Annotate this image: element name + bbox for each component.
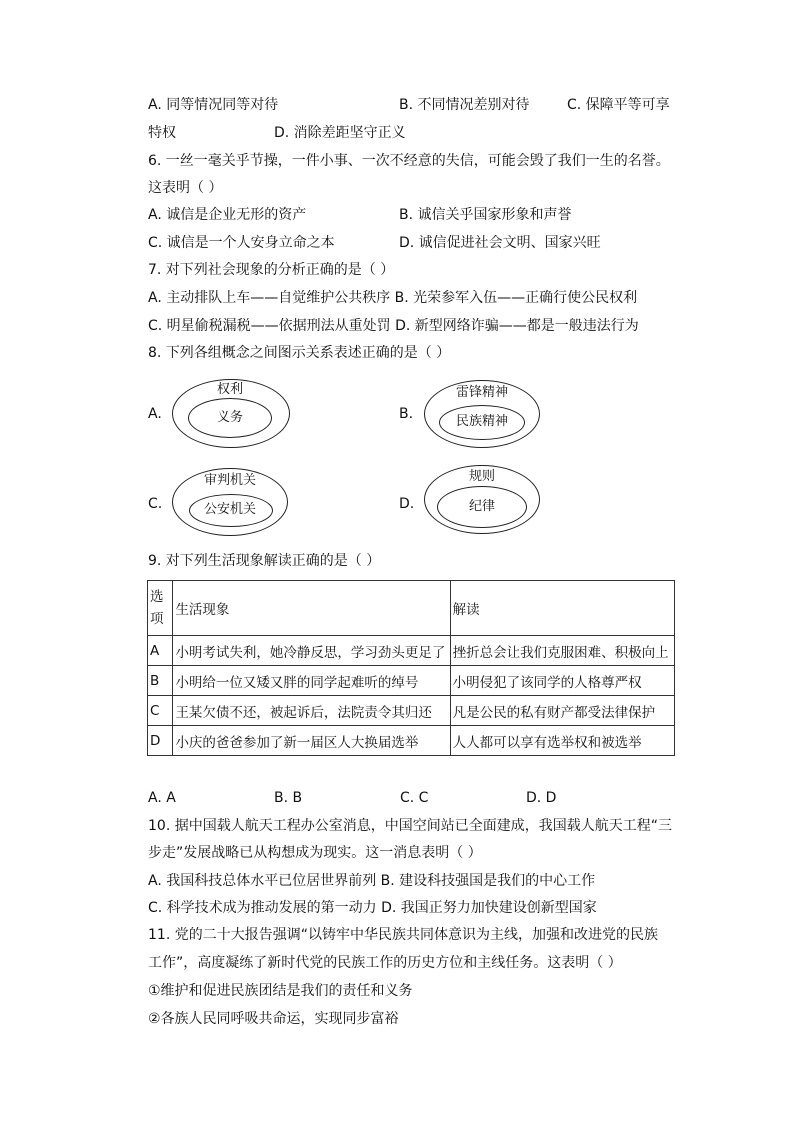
q8-b-inner-label: 民族精神 xyxy=(455,414,509,429)
q8-d-outer-label: 规则 xyxy=(468,469,496,484)
table-cell-option: C xyxy=(148,696,173,726)
q8-a-inner-label: 义务 xyxy=(216,410,244,425)
q5-option-a: A. 同等情况同等对待 xyxy=(148,97,279,113)
q6-stem: 6. 一丝一毫关乎节操，一件小事、一次不经意的失信，可能会毁了我们一生的名誉。 xyxy=(148,153,670,169)
q10-options-ab: A. 我国科技总体水平已位居世界前列 B. 建设科技强国是我们的中心工作 xyxy=(148,873,596,889)
q6-option-c: C. 诚信是一个人安身立命之本 xyxy=(148,235,335,251)
q6-option-a: A. 诚信是企业无形的资产 xyxy=(148,207,307,223)
q9-option-c: C. C xyxy=(400,790,429,806)
q7-options-ab: A. 主动排队上车——自觉维护公共秩序 B. 光荣参军入伍——正确行使公民权利 xyxy=(148,290,638,306)
q10-options-cd: C. 科学技术成为推动发展的第一动力 D. 我国正努力加快建设创新型国家 xyxy=(148,900,597,916)
q6-stem-cont: 这表明（ ） xyxy=(148,180,223,196)
q9-option-d: D. D xyxy=(526,790,557,806)
table-cell-phenomenon: 小明考试失利，她冷静反思，学习劲头更足了 xyxy=(173,636,450,666)
q11-item-1: ①维护和促进民族团结是我们的责任和义务 xyxy=(148,983,413,999)
q11-stem-cont: 工作”，高度凝练了新时代党的民族工作的历史方位和主线任务。这表明（ ） xyxy=(148,955,622,971)
q8-option-a-letter: A. xyxy=(148,406,162,422)
q7-stem: 7. 对下列社会现象的分析正确的是（ ） xyxy=(148,262,395,278)
q9-option-a: A. A xyxy=(148,790,176,806)
q5-option-c: C. 保障平等可享 xyxy=(567,97,670,113)
table-cell-phenomenon: 小明给一位又矮又胖的同学起难听的绰号 xyxy=(173,666,450,696)
table-cell-phenomenon: 小庆的爸爸参加了新一届区人大换届选举 xyxy=(173,726,450,756)
table-row xyxy=(148,666,675,696)
q11-stem: 11. 党的二十大报告强调“以铸牢中华民族共同体意识为主线，加强和改进党的民族 xyxy=(148,927,658,943)
q5-option-b: B. 不同情况差别对待 xyxy=(399,97,530,113)
table-cell-interpretation: 人人都可以享有选举权和被选举 xyxy=(450,726,674,756)
q7-options-cd: C. 明星偷税漏税——依据刑法从重处罚 D. 新型网络诈骗——都是一般违法行为 xyxy=(148,318,639,334)
q8-d-inner-label: 纪律 xyxy=(468,499,496,514)
table-cell-interpretation: 挫折总会让我们克服困难、积极向上 xyxy=(450,636,674,666)
table-cell-option: B xyxy=(148,666,173,696)
table-cell-option: A xyxy=(148,636,173,666)
table-row xyxy=(148,696,675,726)
table-header-phenomenon: 生活现象 xyxy=(173,581,450,636)
q8-option-c-letter: C. xyxy=(148,496,163,512)
q8-option-b-letter: B. xyxy=(399,406,414,422)
q9-option-b: B. B xyxy=(274,790,303,806)
q11-item-2: ②各族人民同呼吸共命运，实现同步富裕 xyxy=(148,1011,399,1027)
q8-c-outer-label: 审判机关 xyxy=(203,473,257,488)
q5-option-d: D. 消除差距坚守正义 xyxy=(274,125,406,141)
q10-stem: 10. 据中国载人航天工程办公室消息，中国空间站已全面建成，我国载人航天工程“三 xyxy=(148,818,672,834)
q8-stem: 8. 下列各组概念之间图示关系表述正确的是（ ） xyxy=(148,345,451,361)
table-cell-phenomenon: 王某欠债不还，被起诉后，法院责令其归还 xyxy=(173,696,450,726)
table-row xyxy=(148,636,675,666)
header-option-line-2: 项 xyxy=(150,611,164,627)
table-cell-interpretation: 凡是公民的私有财产都受法律保护 xyxy=(450,696,674,726)
q6-option-b: B. 诚信关乎国家形象和声誉 xyxy=(399,207,572,223)
q8-a-outer-label: 权利 xyxy=(216,382,244,397)
table-cell-option: D xyxy=(148,726,173,756)
q8-option-d-letter: D. xyxy=(399,496,415,512)
q8-c-inner-label: 公安机关 xyxy=(203,502,257,517)
q10-stem-cont: 步走”发展战略已从构想成为现实。这一消息表明（ ） xyxy=(148,845,482,861)
q9-table xyxy=(147,580,675,756)
table-header-row xyxy=(148,581,675,636)
table-row xyxy=(148,726,675,756)
q9-stem: 9. 对下列生活现象解读正确的是（ ） xyxy=(148,553,381,569)
q6-option-d: D. 诚信促进社会文明、国家兴旺 xyxy=(399,235,601,251)
table-header-option xyxy=(148,581,173,636)
table-cell-interpretation: 小明侵犯了该同学的人格尊严权 xyxy=(450,666,674,696)
q5-option-c-continued: 特权 xyxy=(148,125,176,141)
header-option-line-1: 选 xyxy=(150,589,164,605)
q8-b-outer-label: 雷锋精神 xyxy=(455,385,509,400)
table-header-interpretation: 解读 xyxy=(450,581,674,636)
